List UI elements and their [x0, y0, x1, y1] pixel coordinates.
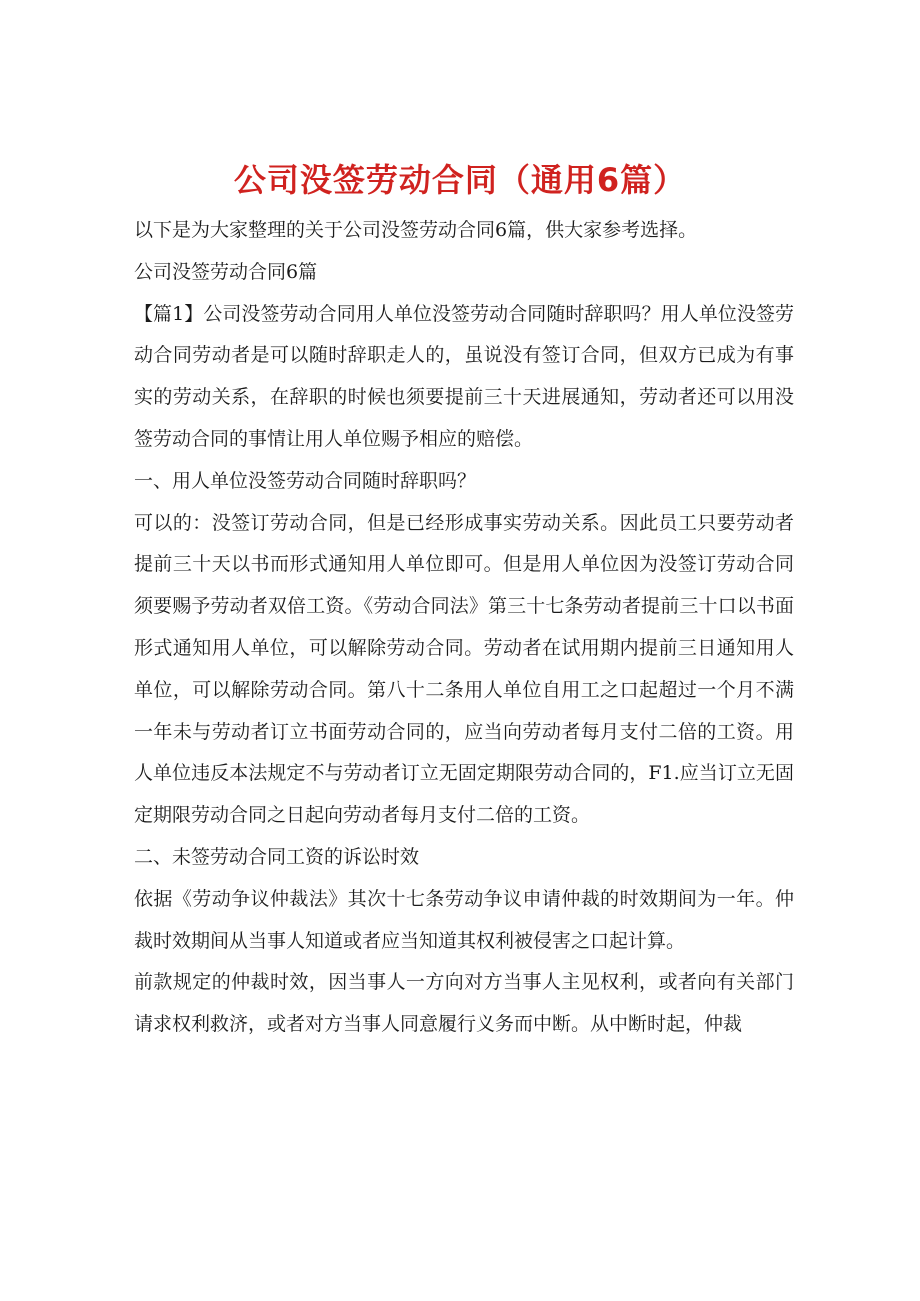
- answer-paragraph: 可以的：没签订劳动合同，但是已经形成事实劳动关系。因此员工只要劳动者提前三十天以书而形式通知用人单位即可。但是用人单位因为没签订劳动合同须要赐予劳动者双倍工资。《劳动合同法》第三十七条劳动者提前三十口以书面形式通知用人单位，可以解除劳动合同。劳动者在试用期内提前三日通知用人单位，可以解除劳动合同。第八十二条用人单位自用工之口起超过一个月不满一年未与劳动者订立书面劳动合同的，应当向劳动者每月支付二倍的工资。用人单位违反本法规定不与劳动者订立无固定期限劳动合同的，F1.应当订立无固定期限劳动合同之日起向劳动者每月支付二倍的工资。: [134, 511, 794, 827]
- subheading-1: 一、用人单位没签劳动合同随时辞职吗？: [134, 469, 477, 492]
- intro-paragraph: 以下是为大家整理的关于公司没签劳动合同6篇，供大家参考选择。: [134, 219, 698, 241]
- document-title: 公司没签劳动合同（通用6篇）: [233, 161, 687, 200]
- article-1-paragraph: 【篇1】公司没签劳动合同用人单位没签劳动合同随时辞职吗？用人单位没签劳动合同劳动者是可以随时辞职走人的，虽说没有签订合同，但双方已成为有事实的劳动关系，在辞职的时候也须要提前三十天进展通知，劳动者还可以用没签劳动合同的事情让用人单位赐予相应的赔偿。: [134, 302, 794, 450]
- statute-paragraph: 依据《劳动争议仲裁法》其次十七条劳动争议申请仲裁的时效期间为一年。仲裁时效期间从当事人知道或者应当知道其权利被侵害之口起计算。: [134, 887, 794, 952]
- section-heading: 公司没签劳动合同6篇: [134, 260, 318, 283]
- document-body: [134, 210, 794, 1046]
- subheading-2: 二、未签劳动合同工资的诉讼时效: [134, 845, 420, 868]
- interruption-paragraph: 前款规定的仲裁时效，因当事人一方向对方当事人主见权利，或者向有关部门请求权利救济，或者对方当事人同意履行义务而中断。从中断时起，仲裁: [134, 971, 794, 1036]
